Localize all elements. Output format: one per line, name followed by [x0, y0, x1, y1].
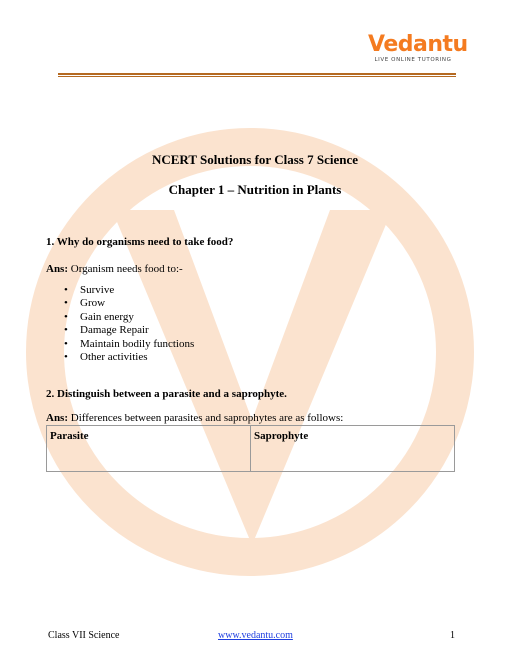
table-header-parasite: Parasite — [47, 426, 251, 472]
list-item: • Survive — [64, 284, 115, 296]
logo-wordmark: Vedantu — [368, 32, 468, 57]
page-title: NCERT Solutions for Class 7 Science — [151, 152, 358, 167]
list-item: • Other activities — [64, 350, 148, 363]
food-needs-list — [64, 284, 194, 364]
footer-website-link[interactable]: www.vedantu.com — [218, 630, 293, 641]
list-item: • Maintain bodily functions — [64, 337, 195, 350]
page-number: 1 — [450, 630, 455, 641]
answer-2-text: Differences between parasites and saprophytes are as follows: — [68, 412, 344, 424]
question-1: 1. Why do organisms need to take food? — [46, 236, 234, 248]
answer-1-text: Organism needs food to:- — [68, 263, 183, 275]
answer-1 — [46, 263, 183, 275]
answer-label: Ans: — [46, 412, 69, 424]
table-header-saprophyte: Saprophyte — [251, 426, 455, 472]
list-item: • Damage Repair — [64, 324, 149, 337]
answer-label: Ans: — [46, 263, 69, 275]
chapter-title: Chapter 1 – Nutrition in Plants — [168, 182, 342, 197]
footer-class-label: Class VII Science — [48, 630, 120, 641]
list-item: • Gain energy — [64, 310, 134, 323]
list-item: • Grow — [64, 297, 106, 310]
question-2: 2. Distinguish between a parasite and a saprophyte. — [46, 388, 287, 400]
header-divider — [58, 73, 456, 77]
comparison-table — [46, 425, 455, 472]
vedantu-logo — [368, 32, 468, 63]
answer-2 — [46, 412, 343, 424]
logo-tagline: LIVE ONLINE TUTORING — [374, 57, 452, 63]
